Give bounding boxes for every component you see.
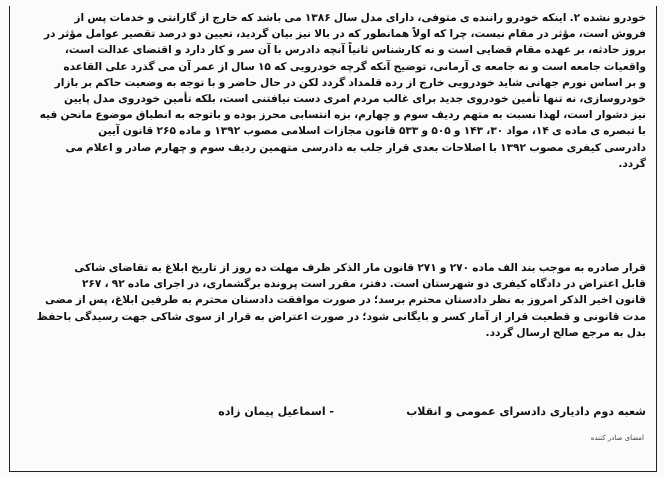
signature-caption: امضای صادر کننده <box>590 434 644 442</box>
text-line: قرار صادره به موجب بند الف ماده ۲۷۰ و ۲۷۱ قانون مار الذکر ظرف مهلت ده روز از تاریخ ابلاغ به تقاضای شاکی <box>74 262 646 274</box>
text-line: فروش است، مؤثر در مقام نیست، چرا که اولاً همانطور که در بالا نیز بیان گردید، تعیین دو درصد تقصیر عوامل مؤثر در <box>43 28 646 41</box>
text-line: قابل اعتراض در دادگاه کیفری دو شهرستان است. دفتر، مقرر است پرونده برگشماری، در اجرای ماده ۹۲ ، ۲۶۷ <box>81 278 646 291</box>
text-line: نیز دشوار است، لهذا نسبت به متهم ردیف سوم و چهارم، بزه انتسابی محرز بوده و باتوجه به انطباق موضوع مانحن فیه <box>39 109 646 122</box>
text-line: قانون اخیر الذکر امروز به نظر دادستان محترم برسد؛ در صورت موافقت دادستان محترم به طرفین ابلاغ، پس از مضی <box>44 294 646 307</box>
ruling-paragraph <box>18 10 646 172</box>
text-line: مدت قانونی و قطعیت قرار از آمار کسر و بایگانی شود؛ در صورت اعتراض به قرار از سوی شاکی جهت رسیدگی باحفظ <box>36 310 646 323</box>
appeal-paragraph <box>18 260 646 341</box>
text-line: خودروسازی، نه تنها تأمین خودروی جدید برای غالب مردم امری دست نیافتنی است، بلکه تأمین خودروی مدل پایین <box>64 93 646 106</box>
text-line: واقعیات جامعه است و نه جامعه ی آرمانی، توضیح آنکه گرچه خودرویی که ۱۵ سال از عمر آن می گذرد علی القاعده <box>63 60 646 73</box>
text-line: بدل به مرجع صالح ارسال گردد. <box>485 326 646 339</box>
text-line: با تبصره ی ماده ی ۱۴، مواد ۳۰، ۱۴۳ و ۵۰۵ و ۵۳۳ قانون مجازات اسلامی مصوب ۱۳۹۲ و ماده ۲۶۵ قانون آیین <box>98 125 646 138</box>
text-line: گردد. <box>618 157 646 170</box>
judge-name: - اسماعیل پیمان زاده <box>218 405 334 418</box>
text-line: دادرسی کیفری مصوب ۱۳۹۲ با اصلاحات بعدی قرار جلب به دادرسی متهمین ردیف سوم و چهارم صادر و اعلام می <box>65 141 646 154</box>
court-name: شعبه دوم دادیاری دادسرای عمومی و انقلاب <box>406 405 646 418</box>
text-line: و بر اساس نورم جهانی شاید خودرویی خارج از رده قلمداد گردد لکن در حال حاضر و با توجه به وضعیت حاکم بر بازار <box>54 76 646 89</box>
text-line: خودرو نشده ۲. اینکه خودرو راننده ی متوفی، دارای مدل سال ۱۳۸۶ می باشد که خارج از گارانتی و خدمات پس از <box>74 12 646 24</box>
text-line: بروز حادثه، بر عهده مقام قضایی است و نه کارشناس ثانیاً آنچه دادرس با آن سر و کار دارد و اقتضای عدالت است، <box>64 44 646 57</box>
